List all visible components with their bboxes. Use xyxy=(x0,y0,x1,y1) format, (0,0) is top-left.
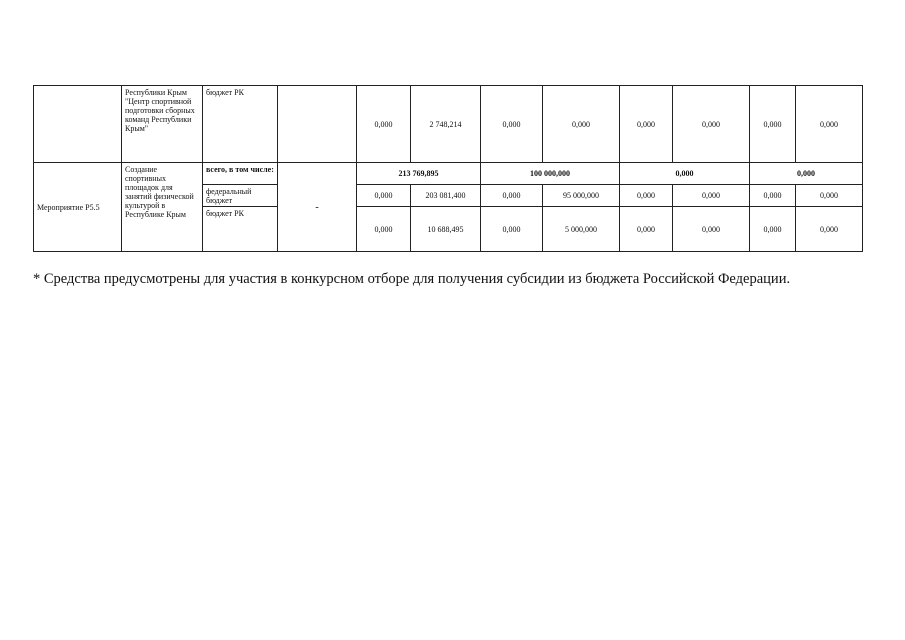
value-cell: 0,000 xyxy=(750,207,796,252)
measure-label: Мероприятие Р5.5 xyxy=(34,163,122,252)
value-cell: 0,000 xyxy=(673,185,750,207)
value-cell: 0,000 xyxy=(750,86,796,163)
value-cell: 2 748,214 xyxy=(411,86,481,163)
total-value: 0,000 xyxy=(750,163,863,185)
value-cell: 0,000 xyxy=(357,185,411,207)
value-cell: 0,000 xyxy=(357,207,411,252)
value-cell: 0,000 xyxy=(481,207,543,252)
value-cell: 95 000,000 xyxy=(543,185,620,207)
table-row xyxy=(34,163,863,185)
total-value: 0,000 xyxy=(620,163,750,185)
table-row xyxy=(34,86,863,163)
executor-cell: Республики Крым "Центр спортивной подготовки сборных команд Республики Крым" xyxy=(122,86,203,163)
measure-cell-empty xyxy=(34,86,122,163)
total-value: 213 769,895 xyxy=(357,163,481,185)
value-cell: 0,000 xyxy=(796,185,863,207)
total-value: 100 000,000 xyxy=(481,163,620,185)
rk-label: бюджет РК xyxy=(203,207,278,252)
value-cell: 203 081,400 xyxy=(411,185,481,207)
value-cell: 0,000 xyxy=(620,86,673,163)
value-cell: 0,000 xyxy=(481,185,543,207)
value-cell: 0,000 xyxy=(796,86,863,163)
source-cell: бюджет РК xyxy=(203,86,278,163)
value-cell: 0,000 xyxy=(673,207,750,252)
value-cell: 0,000 xyxy=(543,86,620,163)
value-cell: 10 688,495 xyxy=(411,207,481,252)
value-cell: 0,000 xyxy=(620,185,673,207)
federal-label: федеральный бюджет xyxy=(203,185,278,207)
blank-cell xyxy=(278,86,357,163)
value-cell: 0,000 xyxy=(796,207,863,252)
value-cell: 5 000,000 xyxy=(543,207,620,252)
value-cell: 0,000 xyxy=(620,207,673,252)
footnote: * Средства предусмотрены для участия в конкурсном отборе для получения субсидии из бюджета Российской Федерации. xyxy=(33,271,791,287)
value-cell: 0,000 xyxy=(357,86,411,163)
dash-cell: - xyxy=(278,163,357,252)
budget-table xyxy=(33,85,863,252)
value-cell: 0,000 xyxy=(750,185,796,207)
total-label: всего, в том числе: xyxy=(203,163,278,185)
value-cell: 0,000 xyxy=(673,86,750,163)
value-cell: 0,000 xyxy=(481,86,543,163)
measure-description: Создание спортивных площадок для занятий физической культурой в Республике Крым xyxy=(122,163,203,252)
